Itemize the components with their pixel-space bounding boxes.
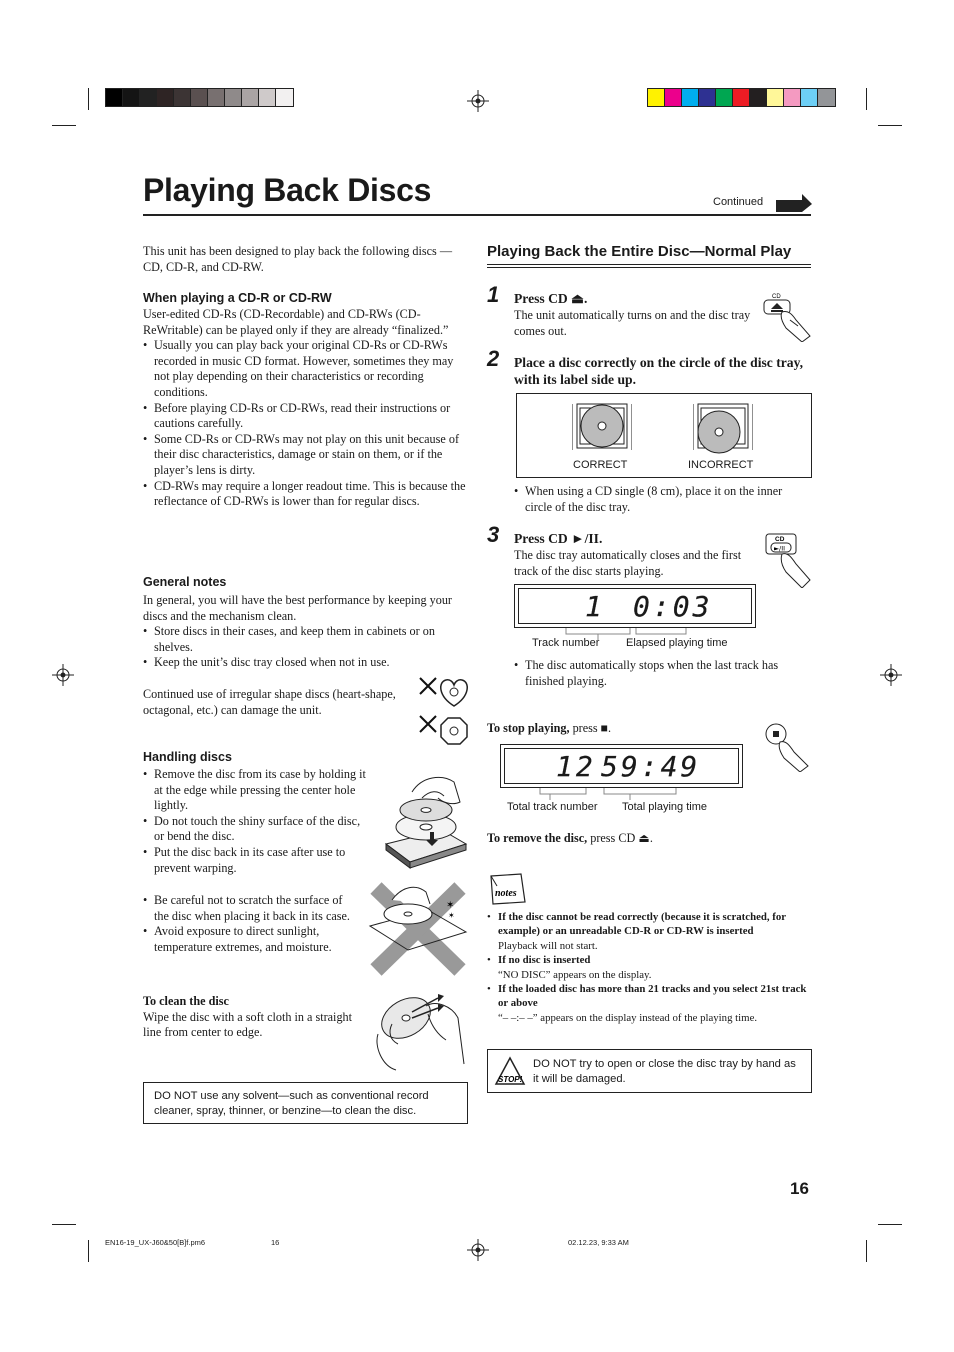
solvent-warning-box — [143, 1082, 468, 1124]
footer-datetime: 02.12.23, 9:33 AM — [568, 1238, 629, 1247]
color-swatch — [699, 89, 716, 106]
list-item: • Remove the disc from its case by holding it at the edge while pressing the center hole lightly. — [143, 767, 373, 814]
color-swatch — [123, 89, 140, 106]
handling-bullets-1 — [143, 767, 373, 876]
general-notes-heading: General notes — [143, 575, 227, 589]
step-1-heading: Press CD ⏏. — [514, 291, 588, 306]
color-swatch — [242, 89, 259, 106]
stop-warning-icon — [494, 1056, 526, 1088]
stop-bold: To stop playing, — [487, 721, 570, 735]
title-rule — [143, 214, 811, 216]
list-item: • If the disc cannot be read correctly (because it is scratched, for example) or an unreadable CD-R or CD-RW is inserted Playback will not start. — [487, 910, 809, 953]
section-heading: Playing Back the Entire Disc—Normal Play — [487, 243, 792, 260]
color-swatch — [682, 89, 699, 106]
notes-icon — [487, 872, 529, 906]
section-rule — [487, 264, 811, 265]
correct-label: CORRECT — [573, 459, 628, 471]
cdr-heading: When playing a CD-R or CD-RW — [143, 291, 332, 305]
color-swatch — [191, 89, 208, 106]
total-time-label: Total playing time — [622, 801, 707, 813]
step-2-number: 2 — [487, 346, 500, 371]
color-swatch — [157, 89, 174, 106]
page-number: 16 — [790, 1179, 809, 1198]
step-3-text: The disc tray automatically closes and the first track of the disc starts playing. — [514, 548, 742, 578]
color-swatch — [140, 89, 157, 106]
color-swatch — [259, 89, 276, 106]
correct-disc-placement-icon — [572, 400, 632, 454]
elapsed-time-label: Elapsed playing time — [626, 637, 728, 649]
registration-target-icon — [467, 90, 489, 112]
continued-arrow-icon — [776, 192, 812, 212]
cd-play-pause-button-icon — [764, 532, 812, 588]
handling-bullets-2 — [143, 893, 358, 955]
tray-warning-box — [487, 1049, 812, 1093]
list-item: • If no disc is inserted “NO DISC” appears on the display. — [487, 953, 809, 982]
heart-disc-prohibited-icon — [418, 674, 470, 708]
lcd-total-time: 59:49 — [601, 750, 701, 783]
registration-target-icon — [880, 664, 902, 686]
cdr-text: User-edited CD-Rs (CD-Recordable) and CD-RWs (CD-ReWritable) can be played only if they are already “finalized.” — [143, 307, 449, 337]
remove-instruction — [487, 831, 653, 847]
continued-label: Continued — [713, 196, 764, 208]
lcd-total-tracks: 12 — [556, 750, 596, 783]
footer-file: EN16-19_UX-J60&50[B]f.pm6 — [105, 1238, 206, 1247]
clean-text: Wipe the disc with a soft cloth in a straight line from center to edge. — [143, 1009, 353, 1040]
list-item: • Store discs in their cases, and keep them in cabinets or on shelves. — [143, 624, 465, 655]
page-title: Playing Back Discs — [143, 172, 432, 208]
list-item: • The disc automatically stops when the last track has finished playing. — [514, 658, 806, 689]
solvent-warning-text: DO NOT use any solvent—such as conventional record cleaner, spray, thinner, or benzine—to clean the disc. — [154, 1090, 429, 1117]
list-item: • When using a CD single (8 cm), place it on the inner circle of the disc tray. — [514, 484, 806, 515]
general-notes-text: In general, you will have the best performance by keeping your discs and the mechanism clean. — [143, 593, 452, 623]
step-3-note — [514, 658, 806, 689]
color-swatch — [106, 89, 123, 106]
cd-eject-button-icon — [762, 290, 812, 342]
color-swatch — [733, 89, 750, 106]
process-color-bar — [647, 88, 836, 107]
notes-icon-label: notes — [495, 888, 517, 899]
list-item: • Be careful not to scratch the surface of the disc when placing it back in its case. — [143, 893, 358, 924]
total-track-label: Total track number — [507, 801, 598, 813]
remove-rest: press CD ⏏. — [587, 831, 653, 845]
list-item: • Do not touch the shiny surface of the disc, or bend the disc. — [143, 814, 373, 845]
color-swatch — [648, 89, 665, 106]
list-item: • If the loaded disc has more than 21 tracks and you select 21st track or above “– –:– –” appears on the display instead of the playing time. — [487, 982, 809, 1025]
handling-discs-heading: Handling discs — [143, 750, 232, 764]
step-1-text: The unit automatically turns on and the disc tray comes out. — [514, 308, 751, 338]
list-item: • Put the disc back in its case after use to prevent warping. — [143, 845, 373, 876]
color-swatch — [784, 89, 801, 106]
step-3-heading: Press CD ►/II. — [514, 531, 603, 546]
color-swatch — [665, 89, 682, 106]
disc-placement-figure — [516, 393, 812, 478]
list-item: • Avoid exposure to direct sunlight, temperature extremes, and moisture. — [143, 924, 358, 955]
lcd-track-number: 1 — [585, 590, 605, 623]
stop-rest: press ■. — [569, 721, 612, 735]
stop-button-icon — [764, 720, 812, 772]
intro-text: This unit has been designed to play back the following discs —CD, CD-R, and CD-RW. — [143, 244, 453, 274]
remove-bold: To remove the disc, — [487, 831, 588, 845]
disc-cleaning-illustration — [372, 984, 468, 1072]
octagon-disc-prohibited-icon — [418, 714, 470, 748]
registration-target-icon — [467, 1239, 489, 1261]
color-swatch — [276, 89, 293, 106]
tray-warning-text: DO NOT try to open or close the disc tray by hand as it will be damaged. — [533, 1058, 796, 1085]
footer-page: 16 — [271, 1238, 280, 1247]
color-swatch — [750, 89, 767, 106]
incorrect-disc-placement-icon — [693, 400, 753, 456]
step-3-number: 3 — [487, 522, 500, 547]
registration-target-icon — [52, 664, 74, 686]
step-2-heading: Place a disc correctly on the circle of the disc tray, with its label side up. — [514, 355, 804, 387]
irregular-disc-text: Continued use of irregular shape discs (heart-shape, octagonal, etc.) can damage the unit. — [143, 687, 396, 717]
notes-list — [487, 910, 809, 1025]
svg-text:✶: ✶ — [446, 900, 455, 911]
disc-removal-illustration — [382, 772, 468, 872]
color-swatch — [174, 89, 191, 106]
svg-text:✶: ✶ — [448, 911, 455, 920]
list-item: • CD-RWs may require a longer readout time. This is because the reflectance of CD-RWs is lower than for regular discs. — [143, 479, 468, 510]
lcd-total-display — [500, 744, 743, 788]
step-1-number: 1 — [487, 282, 500, 307]
cdr-section — [143, 307, 465, 510]
incorrect-label: INCORRECT — [688, 459, 754, 471]
cd-button-caption: CD — [772, 294, 781, 300]
color-swatch — [801, 89, 818, 106]
lcd-elapsed-time: 0:03 — [633, 590, 713, 623]
color-swatch — [208, 89, 225, 106]
cd-button-caption: CD — [775, 536, 785, 543]
stop-icon-label: STOP! — [498, 1075, 523, 1084]
color-swatch — [716, 89, 733, 106]
list-item: • Before playing CD-Rs or CD-RWs, read their instructions or cautions carefully. — [143, 401, 468, 432]
list-item: • Usually you can play back your original CD-Rs or CD-RWs recorded in music CD format. However, sometimes they may not play depending on their characteristics or recording conditions. — [143, 338, 468, 400]
gray-color-bar — [105, 88, 294, 107]
color-swatch — [225, 89, 242, 106]
color-swatch — [767, 89, 784, 106]
lcd-label-brackets — [500, 788, 743, 800]
color-swatch — [818, 89, 835, 106]
clean-section — [143, 994, 363, 1041]
clean-heading: To clean the disc — [143, 994, 229, 1008]
scratching-prohibited-illustration — [368, 880, 468, 976]
track-number-label: Track number — [532, 637, 600, 649]
lcd-elapsed-display — [514, 584, 756, 628]
list-item: • Some CD-Rs or CD-RWs may not play on this unit because of their disc characteristics, damage or stain on them, or if the player’s lens is dirty. — [143, 432, 468, 479]
stop-instruction — [487, 721, 611, 737]
play-pause-glyph: ►/II — [774, 544, 786, 553]
general-notes-section — [143, 593, 465, 671]
section-rule — [487, 267, 811, 268]
list-item: • Keep the unit’s disc tray closed when not in use. — [143, 655, 465, 671]
step-2-note — [514, 484, 806, 515]
